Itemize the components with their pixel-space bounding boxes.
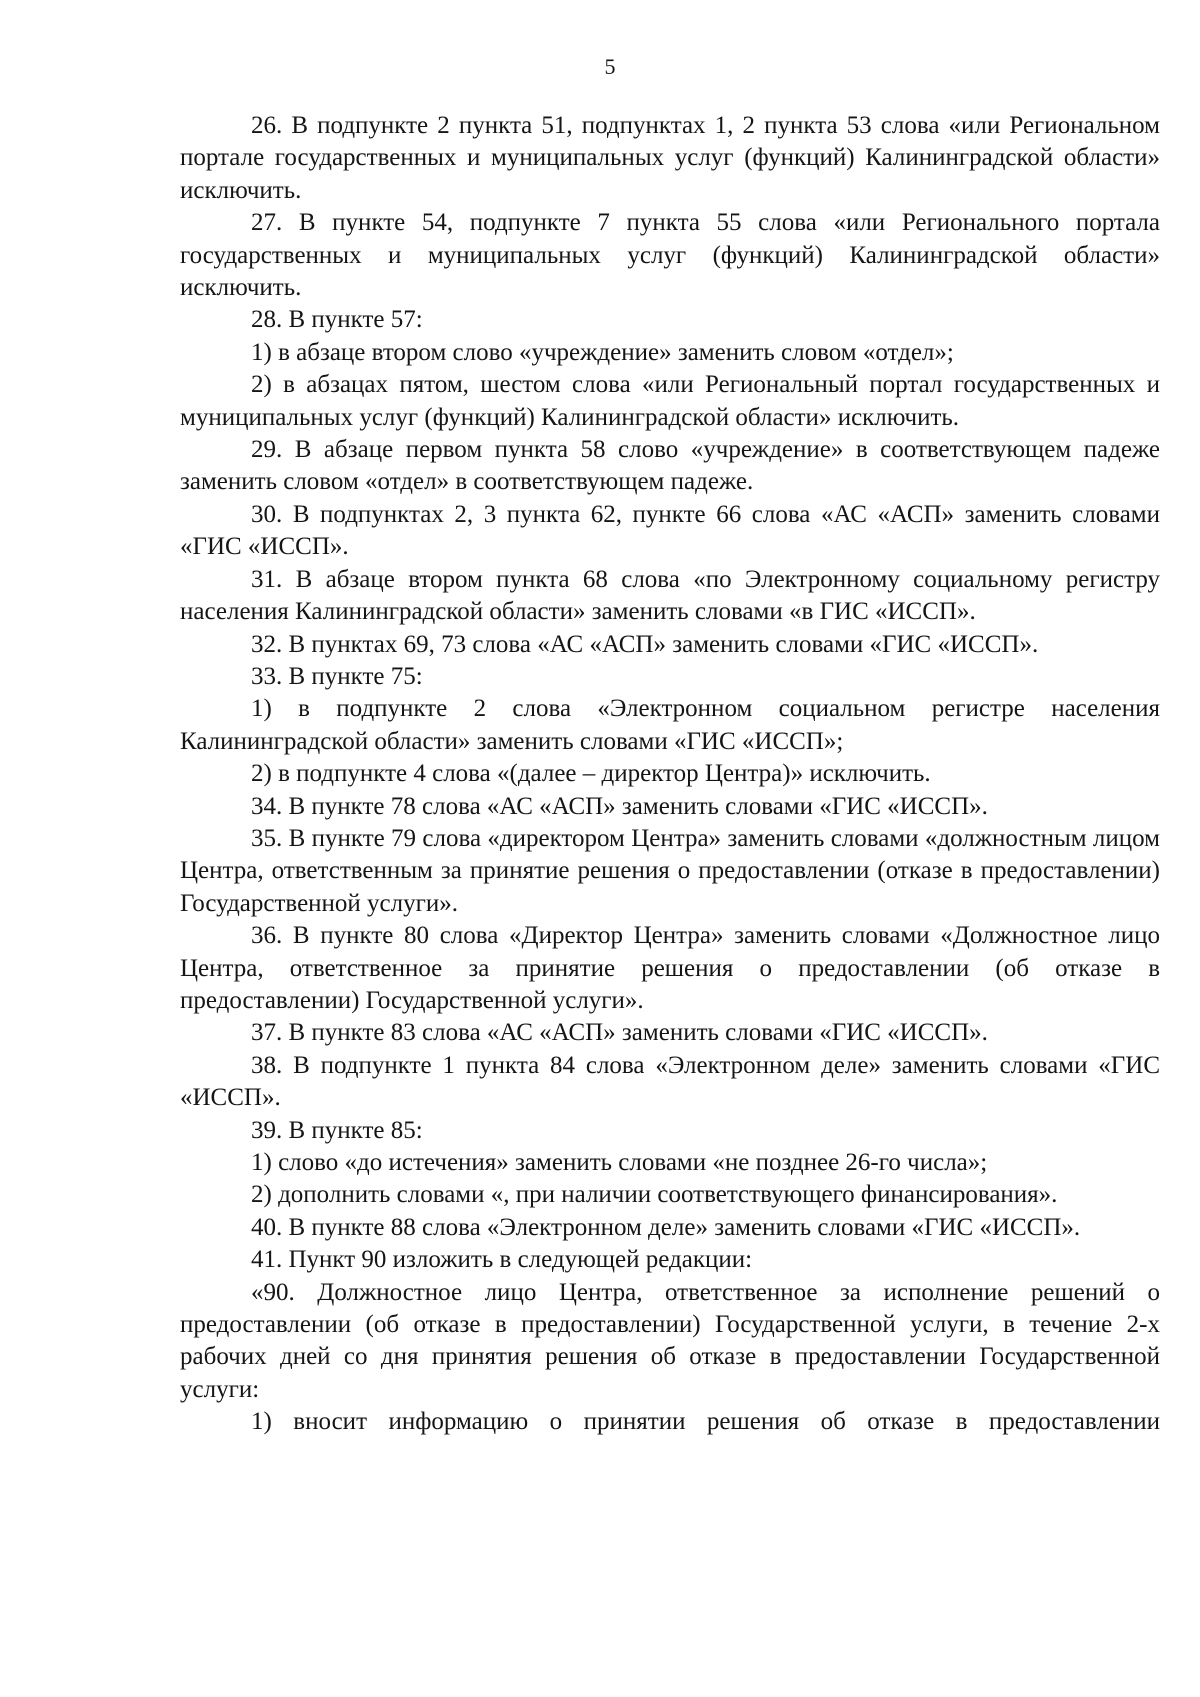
page-number: 5 — [604, 54, 616, 79]
paragraph-28-2: 2) в абзацах пятом, шестом слова «или Региональный портал государственных и муниципальных услуг (функций) Калининградской области» исключить. — [180, 371, 1160, 431]
paragraph-32: 32. В пунктах 69, 73 слова «АС «АСП» заменить словами «ГИС «ИССП». — [251, 630, 1039, 658]
paragraph-33: 33. В пункте 75: — [251, 662, 423, 690]
paragraph-40: 40. В пункте 88 слова «Электронном деле» заменить словами «ГИС «ИССП». — [251, 1213, 1081, 1241]
paragraph-28-1: 1) в абзаце втором слово «учреждение» заменить словом «отдел»; — [251, 338, 954, 366]
paragraph-29: 29. В абзаце первом пункта 58 слово «учреждение» в соответствующем падеже заменить словом «отдел» в соответствующем падеже. — [180, 436, 1160, 496]
paragraph-33-1: 1) в подпункте 2 слова «Электронном социальном регистре населения Калининградской области» заменить словами «ГИС «ИССП»; — [180, 695, 1160, 755]
paragraph-27: 27. В пункте 54, подпункте 7 пункта 55 слова «или Регионального портала государственных и муниципальных услуг (функций) Калининградской области» исключить. — [180, 209, 1160, 302]
paragraph-36: 36. В пункте 80 слова «Директор Центра» заменить словами «Должностное лицо Центра, ответственное за принятие решения о предоставлении (об отказе в предоставлении) Государственной услуги». — [180, 922, 1160, 1014]
document-body — [180, 110, 1160, 1439]
paragraph-28: 28. В пункте 57: — [251, 306, 423, 334]
paragraph-90-quote: «90. Должностное лицо Центра, ответственное за исполнение решений о предоставлении (об отказе в предоставлении) Государственной услуги, в течение 2-х рабочих дней со дня принятия решения об отказе в предоставлении Государственной услуги: — [180, 1278, 1160, 1403]
paragraph-41: 41. Пункт 90 изложить в следующей редакции: — [251, 1246, 753, 1274]
paragraph-39-2: 2) дополнить словами «, при наличии соответствующего финансирования». — [251, 1181, 1058, 1209]
paragraph-39-1: 1) слово «до истечения» заменить словами «не позднее 26-го числа»; — [251, 1149, 988, 1176]
paragraph-26: 26. В подпункте 2 пункта 51, подпунктах 1, 2 пункта 53 слова «или Региональном портале государственных и муниципальных услуг (функций) Калининградской области» исключить. — [180, 112, 1160, 204]
paragraph-35: 35. В пункте 79 слова «директором Центра» заменить словами «должностным лицом Центра, ответственным за принятие решения о предоставлении (отказе в предоставлении) Государственной услуги». — [180, 824, 1160, 917]
paragraph-90-1: 1) вносит информацию о принятии решения об отказе в предоставлении — [251, 1408, 1160, 1436]
paragraph-39: 39. В пункте 85: — [251, 1116, 423, 1144]
paragraph-38: 38. В подпункте 1 пункта 84 слова «Электронном деле» заменить словами «ГИС «ИССП». — [180, 1051, 1160, 1112]
paragraph-30: 30. В подпунктах 2, 3 пункта 62, пункте 66 слова «АС «АСП» заменить словами «ГИС «ИССП». — [180, 500, 1160, 561]
paragraph-37: 37. В пункте 83 слова «АС «АСП» заменить словами «ГИС «ИССП». — [251, 1019, 988, 1047]
paragraph-33-2: 2) в подпункте 4 слова «(далее – директор Центра)» исключить. — [251, 760, 931, 788]
paragraph-31: 31. В абзаце втором пункта 68 слова «по Электронному социальному регистру населения Калининградской области» заменить словами «в ГИС «ИССП». — [180, 565, 1160, 626]
paragraph-34: 34. В пункте 78 слова «АС «АСП» заменить словами «ГИС «ИССП». — [251, 792, 988, 820]
